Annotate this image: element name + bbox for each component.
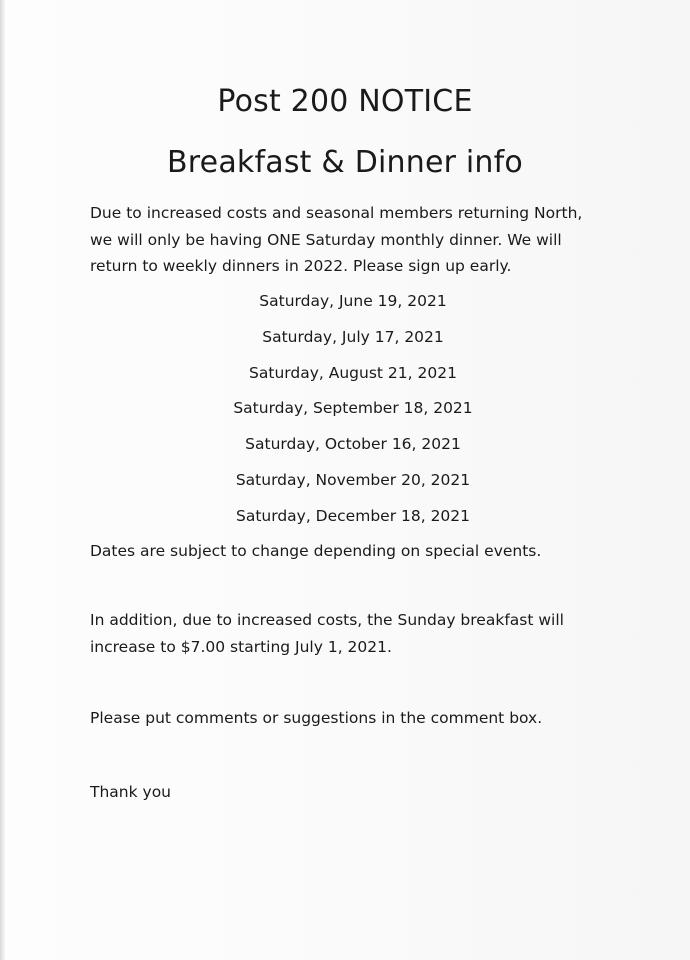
dinner-date: Saturday, August 21, 2021 (249, 363, 457, 382)
comments-note: Please put comments or suggestions in the comment box. (90, 709, 543, 727)
dinner-dates-list (0, 288, 690, 539)
breakfast-price-paragraph (90, 607, 660, 660)
dinner-date: Saturday, July 17, 2021 (262, 327, 444, 346)
dinner-date: Saturday, September 18, 2021 (233, 399, 473, 418)
breakfast-line: In addition, due to increased costs, the Sunday breakfast will (90, 611, 564, 629)
closing-text: Thank you (90, 783, 171, 801)
intro-line: Due to increased costs and seasonal members returning North, (90, 204, 583, 222)
dinner-date: Saturday, June 19, 2021 (259, 292, 447, 310)
dinner-date: Saturday, October 16, 2021 (245, 435, 461, 454)
intro-line: return to weekly dinners in 2022. Please sign up early. (90, 257, 512, 275)
dinner-date: Saturday, December 18, 2021 (235, 506, 471, 525)
intro-paragraph (90, 200, 660, 280)
breakfast-line: increase to $7.00 starting July 1, 2021. (90, 637, 392, 656)
notice-title: Post 200 NOTICE (217, 84, 473, 119)
intro-line: we will only be having ONE Saturday monthly dinner. We will (90, 230, 562, 249)
notice-subtitle: Breakfast & Dinner info (167, 145, 523, 180)
dates-subject-note: Dates are subject to change depending on special events. (90, 542, 542, 560)
dinner-date: Saturday, November 20, 2021 (235, 470, 471, 489)
